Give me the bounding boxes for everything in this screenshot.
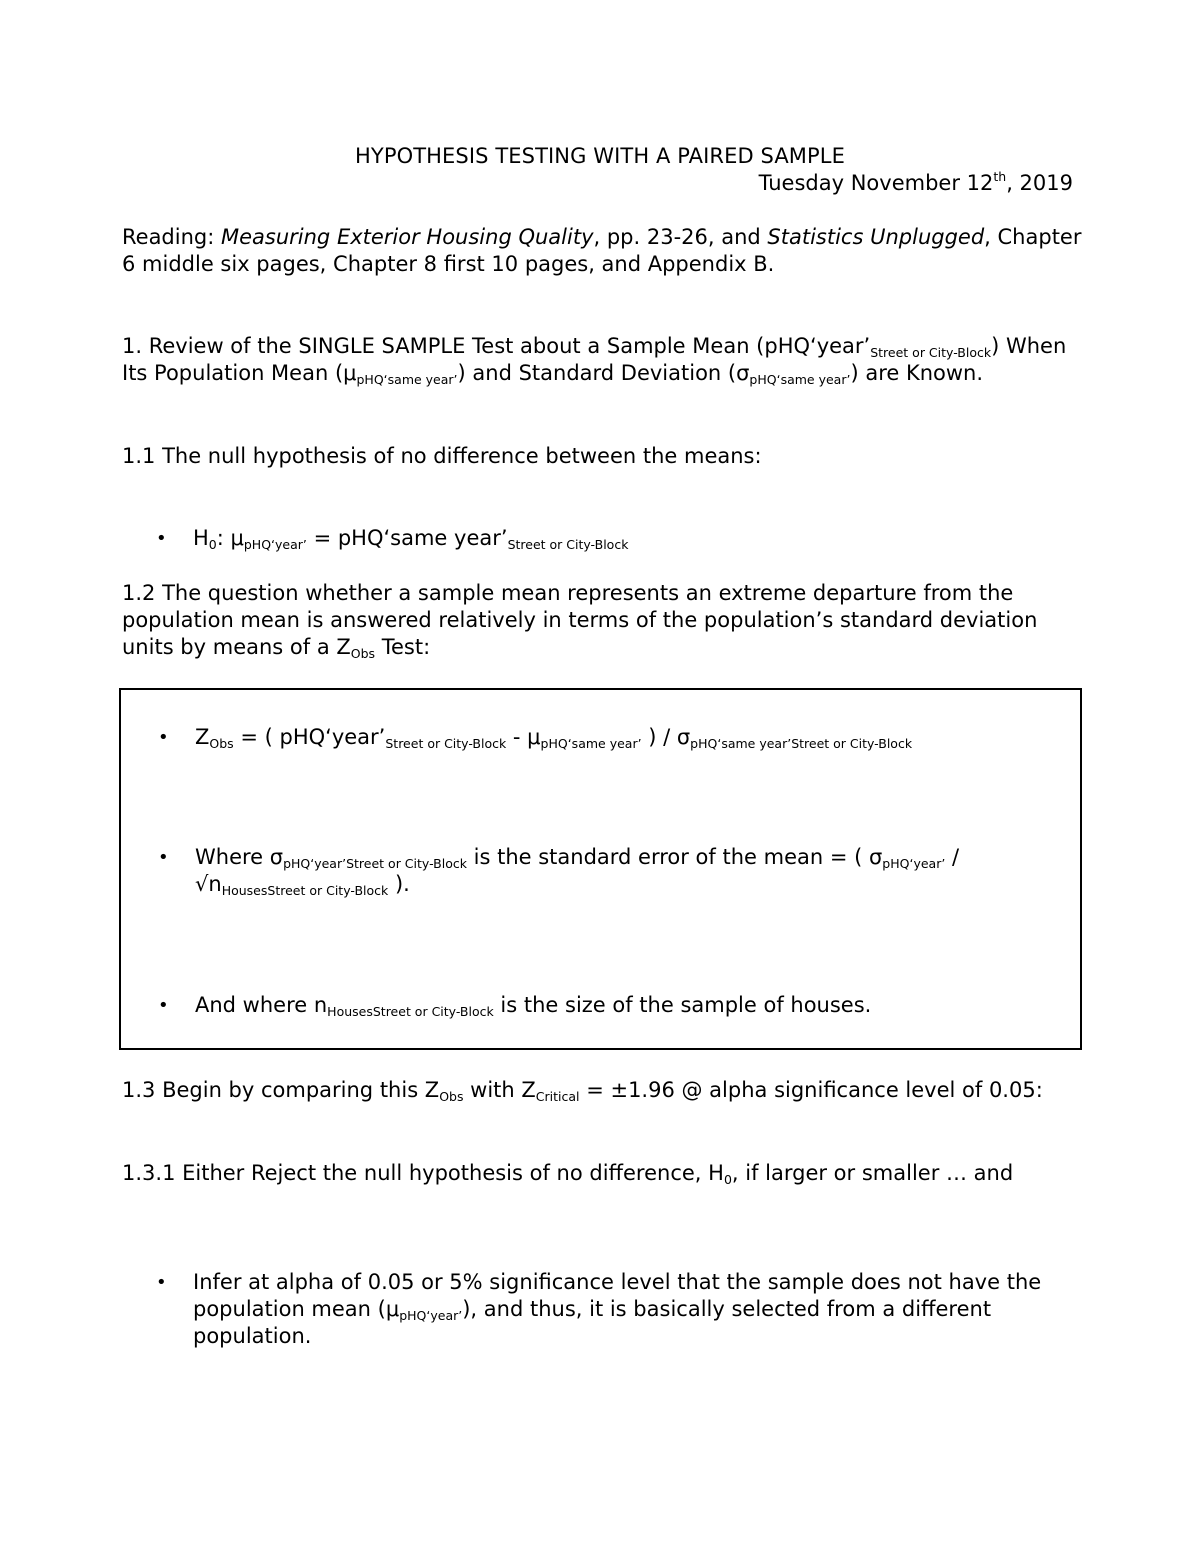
bullet-text: Where $\sigma_{pHQ‘year’Street or City-Block}$ is the standard error of the mean = ( $\sigma_{pHQ‘year’} / √n_{HousesStreet or City-Block}$ ).: [195, 845, 960, 898]
bullet-icon: •: [156, 528, 167, 549]
bullet-text: Infer at alpha of 0.05 or 5% significance level that the sample does not have the population mean $(\mu_{pHQ‘year’})$, and thus, it is basically selected from a different population.: [193, 1270, 1042, 1348]
book-title-2: Statistics Unplugged: [767, 225, 985, 249]
bullet-icon: •: [158, 847, 169, 868]
bullet-icon: •: [158, 727, 169, 748]
bullet-text: $Z_{Obs}$ = ( $pHQ‘year’_{Street or City-Block} - \mu_{pHQ‘same year’}$ ) / $\sigma_{pHQ‘same year’Street or City-Block}$: [195, 725, 913, 751]
section-1-heading: 1. Review of the SINGLE SAMPLE Test about a Sample Mean $(pHQ‘year’_{Street or City-Block})$ When Its Population Mean $(\mu_{pHQ‘same year’})$ and Standard Deviation $(\sigma_{pHQ‘same year’})$ are Known.: [122, 334, 1067, 387]
bullet-icon: •: [158, 995, 169, 1016]
book-title-1: Measuring Exterior Housing Quality: [221, 225, 594, 249]
section-1-1-text: 1.1 The null hypothesis of no difference between the means:: [122, 444, 762, 468]
page-title: HYPOTHESIS TESTING WITH A PAIRED SAMPLE: [355, 144, 845, 168]
date-line: Tuesday November 12th, 2019: [758, 169, 1073, 195]
section-1-3-paragraph: 1.3 Begin by comparing this $Z_{Obs}$ with $Z_{Critical} = \pm 1.96$ @ alpha significance level of 0.05:: [122, 1078, 1043, 1104]
bullet-text: And where $n_{HousesStreet or City-Block}$ is the size of the sample of houses.: [195, 993, 872, 1019]
reading-paragraph: Reading: Measuring Exterior Housing Quality, pp. 23-26, and Statistics Unplugged, Chapter 6 middle six pages, Chapter 8 first 10 pages, and Appendix B.: [122, 225, 1082, 276]
bullet-text: $H_0$: $\mu_{pHQ‘year’}$ = pHQ‘same $year’_{Street or City-Block}$: [193, 526, 629, 552]
bullet-icon: •: [156, 1272, 167, 1293]
section-1-3-1-paragraph: 1.3.1 Either Reject the null hypothesis of no difference, $H_0$, if larger or smaller … and: [122, 1161, 1014, 1187]
section-1-2-paragraph: 1.2 The question whether a sample mean represents an extreme departure from the population mean is answered relatively in terms of the population’s standard deviation units by means of a $Z_{Obs}$ Test:: [122, 581, 1038, 661]
formula-box: [119, 688, 1082, 1050]
